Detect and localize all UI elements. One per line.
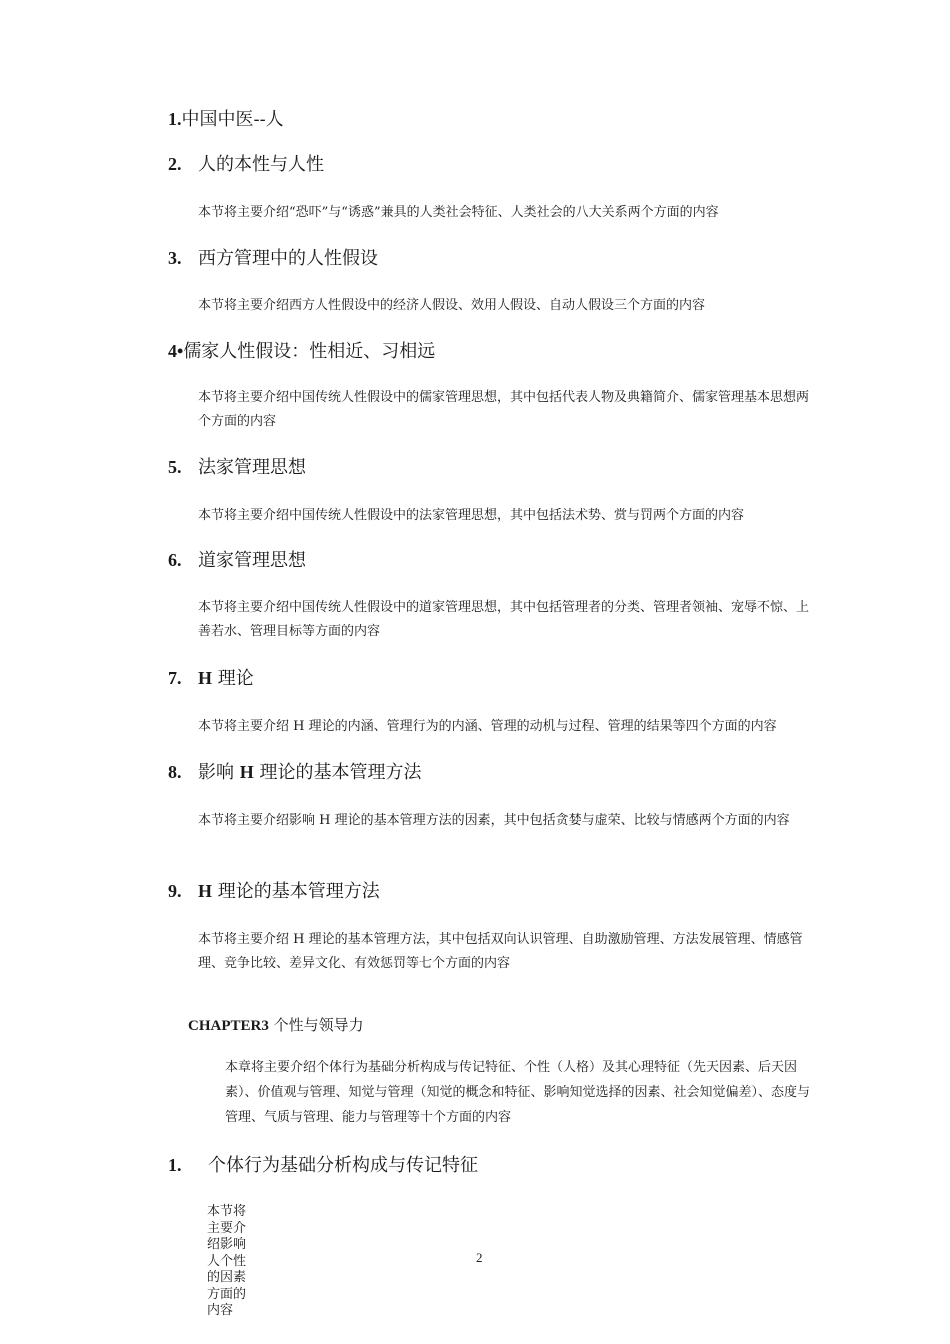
section-desc-4: 本节将主要介绍中国传统人性假设中的儒家管理思想，其中包括代表人物及典籍简介、儒家管理基本思想两个方面的内容 [198,390,810,429]
section-desc-3: 本节将主要介绍西方人性假设中的经济人假设、效用人假设、自动人假设三个方面的内容 [198,298,706,313]
section-heading-5: 5. 法家管理思想 [168,457,306,478]
section-heading-2: 2. 人的本性与人性 [168,154,324,175]
chapter-section-desc-1: 本节将主要介绍影响人个性的因素方面的内容 [207,1204,247,1318]
section-desc-7: 本节将主要介绍 H 理论的内涵、管理行为的内涵、管理的动机与过程、管理的结果等四个方面的内容 [198,719,777,734]
section-heading-4: 4•儒家人性假设：性相近、习相远 [168,341,436,362]
chapter-section-heading-1: 1. 个体行为基础分析构成与传记特征 [168,1155,478,1176]
section-heading-8: 8. 影响 H 理论的基本管理方法 [168,762,422,783]
section-desc-2: 本节将主要介绍“恐吓”与“诱惑”兼具的人类社会特征、人类社会的八大关系两个方面的内容 [198,205,719,220]
section-desc-6: 本节将主要介绍中国传统人性假设中的道家管理思想，其中包括管理者的分类、管理者领袖、宠辱不惊、上善若水、管理目标等方面的内容 [198,600,810,639]
section-heading-1: 1.中国中医--人 [168,109,284,130]
section-desc-8: 本节将主要介绍影响 H 理论的基本管理方法的因素，其中包括贪婪与虚荣、比较与情感两个方面的内容 [198,813,790,828]
chapter-heading: CHAPTER3 个性与领导力 [188,1016,364,1034]
section-desc-9: 本节将主要介绍 H 理论的基本管理方法，其中包括双向认识管理、自助激励管理、方法发展管理、情感管理、竞争比较、差异文化、有效惩罚等七个方面的内容 [198,932,803,971]
page-number: 2 [476,1250,483,1265]
section-heading-7: 7. H 理论 [168,668,254,689]
section-desc-5: 本节将主要介绍中国传统人性假设中的法家管理思想，其中包括法术势、赏与罚两个方面的内容 [198,508,745,523]
section-heading-3: 3. 西方管理中的人性假设 [168,248,378,269]
section-heading-9: 9. H 理论的基本管理方法 [168,881,380,902]
section-heading-6: 6. 道家管理思想 [168,550,306,571]
chapter-desc: 本章将主要介绍个体行为基础分析构成与传记特征、个性（人格）及其心理特征（先天因素、后天因素）、价值观与管理、知觉与管理（知觉的概念和特征、影响知觉选择的因素、社会知觉偏差）、态度与管理、气质与管理、能力与管理等十个方面的内容 [225,1060,811,1125]
